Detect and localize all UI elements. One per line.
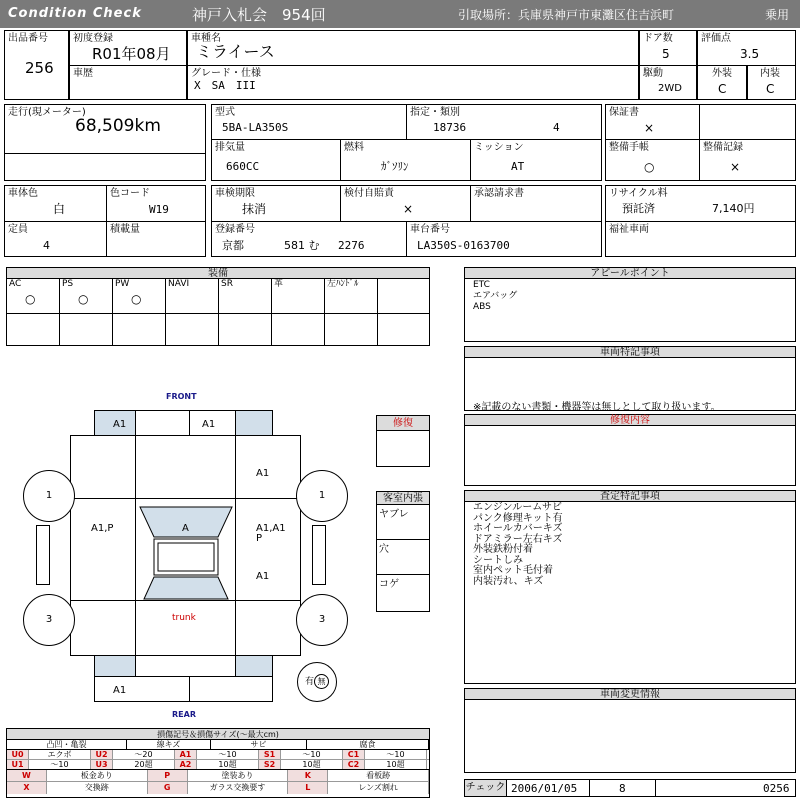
legend-code: C1	[343, 750, 365, 759]
load-cell: 積載量	[106, 221, 206, 257]
note-item: 室内ペット毛付着	[473, 565, 553, 576]
equipment-value: ○	[131, 292, 142, 306]
equipment-label: 左ﾊﾝﾄﾞﾙ	[327, 279, 359, 289]
recycle-cell: リサイクル料 預託済 7,140円	[605, 185, 796, 222]
appeal-item: ETC	[473, 280, 490, 290]
type-class: 4	[553, 121, 560, 134]
right-mirror	[312, 525, 326, 585]
lot-number: 256	[25, 59, 54, 77]
warranty-cell: 保証書 ×	[605, 104, 700, 140]
left-mirror	[36, 525, 50, 585]
check-row	[464, 779, 796, 797]
model-code: 5BA-LA350S	[222, 121, 289, 134]
special-header: 車両特記事項	[464, 346, 796, 358]
changes-header: 車両変更情報	[464, 688, 796, 700]
panel-rear-bumper-mid	[135, 655, 236, 677]
note-item: パンク修理キット有	[473, 512, 563, 524]
check-date: 2006/01/05	[511, 782, 578, 795]
legend-code: C2	[343, 760, 365, 769]
insurance-cell: 検付自賠責 ×	[340, 185, 471, 222]
chassis-number: LA350S-0163700	[417, 239, 510, 252]
front-label: FRONT	[166, 392, 197, 401]
trunk-label: trunk	[172, 613, 196, 623]
plate-region: 京都	[222, 239, 244, 252]
legend-code: U1	[7, 760, 29, 769]
auction-title: 神戸入札会 954回	[192, 6, 326, 24]
history-cell: 車歴	[69, 65, 187, 100]
warranty: ×	[644, 121, 655, 135]
appeal-list	[473, 280, 517, 313]
fuel: ｶﾞｿﾘﾝ	[381, 160, 409, 173]
recycle-status: 預託済	[622, 202, 655, 215]
score: 3.5	[740, 47, 760, 61]
tire-rear-left: 3	[23, 594, 75, 646]
equipment-col-SR	[218, 278, 272, 346]
panel-rear-bumper-right	[189, 676, 273, 702]
legend-code: A2	[175, 760, 197, 769]
body-color: 白	[53, 202, 66, 216]
welfare-cell: 福祉車両	[605, 221, 796, 257]
inspection-notes-list	[473, 503, 563, 587]
legend-desc: 10超	[365, 760, 427, 769]
legend-code: A1	[175, 750, 197, 759]
legend-group: 線キズ	[127, 740, 211, 749]
equipment-col-左ﾊﾝﾄﾞﾙ	[324, 278, 378, 346]
color-code: W19	[149, 203, 169, 216]
insurance: ×	[403, 202, 414, 216]
recycle-fee: 7,140円	[712, 202, 755, 215]
panel-right-doors: A1,A1 P A1	[235, 498, 301, 601]
appeal-item: エアバッグ	[473, 291, 518, 301]
grade-cell: グレード・仕様 X SA III	[187, 65, 639, 100]
legend-desc: 塗装あり	[188, 770, 289, 781]
appeal-header: アピールポイント	[464, 267, 796, 279]
panel-hood	[135, 435, 236, 499]
check-label: チェック	[465, 780, 507, 796]
exterior-grade: C	[718, 82, 727, 96]
spare-mark: 無	[314, 674, 329, 689]
legend-desc: 看板跡	[328, 770, 429, 781]
check-number: 8	[619, 782, 626, 795]
legend-code: U3	[91, 760, 113, 769]
colorcode-cell: 色コード W19	[106, 185, 206, 222]
windshield	[136, 499, 236, 600]
score-cell: 評価点 3.5	[697, 30, 796, 66]
equipment-label: NAVI	[168, 279, 190, 289]
color-cell: 車体色 白	[4, 185, 107, 222]
note-item: エンジンルームサビ	[473, 502, 563, 513]
legend-group: 腐食	[307, 740, 429, 749]
exterior-cell: 外装 C	[697, 65, 747, 100]
interior-grade: C	[766, 82, 775, 96]
warranty-blank	[699, 104, 796, 140]
inspection-cell: 車検期限 抹消	[211, 185, 341, 222]
header-bar	[0, 0, 800, 28]
check-code: 0256	[763, 782, 790, 795]
legend-desc: ガラス交換要す	[188, 782, 289, 794]
panel-right-rear	[235, 600, 301, 656]
legend-row	[7, 770, 429, 782]
legend-desc: 10超	[197, 760, 259, 769]
legend-group: サビ	[211, 740, 307, 749]
cabin-item: 穴	[377, 540, 429, 575]
brand-title: Condition Check	[8, 6, 142, 21]
firstreg-cell: 初度登録 R01年08月	[69, 30, 187, 66]
doors-cell: ドア数 5	[639, 30, 697, 66]
changes-box	[464, 699, 796, 773]
equipment-col-AC	[6, 278, 60, 346]
legend-code: P	[148, 770, 188, 781]
plate-cell: 登録番号 京都 581 む 2276	[211, 221, 407, 257]
chassis-cell: 車台番号 LA350S-0163700	[406, 221, 602, 257]
type-designation: 18736	[433, 121, 467, 134]
note-item: ドアミラー左右キズ	[473, 533, 563, 545]
interior-cell: 内装 C	[747, 65, 796, 100]
legend-code: L	[288, 782, 328, 794]
mileage: 68,509km	[75, 116, 161, 136]
legend-code: U0	[7, 750, 29, 759]
repair-box	[376, 415, 430, 467]
grade: X SA III	[194, 79, 256, 92]
legend-row	[7, 760, 429, 770]
equipment-label: SR	[221, 279, 233, 289]
legend-title: 損傷記号＆損傷サイズ(～最大cm)	[7, 729, 429, 740]
panel-trunk	[135, 600, 236, 656]
legend-code: S1	[259, 750, 281, 759]
panel-roof: A	[135, 498, 236, 601]
inspection-expiry: 抹消	[242, 202, 267, 216]
mission: AT	[511, 160, 525, 173]
panel-left-doors: A1,P	[70, 498, 136, 601]
legend-desc: ～10	[281, 750, 343, 759]
pickup-location: 引取場所：兵庫県神戸市東灘区住吉浜町	[458, 8, 675, 22]
service-record: ×	[730, 160, 741, 174]
panel-left-front-wing	[70, 435, 136, 499]
tire-rear-right: 3	[296, 594, 348, 646]
special-box	[464, 357, 796, 411]
panel-front-bumper-right-corner	[235, 410, 273, 436]
legend-desc: ～20	[113, 750, 175, 759]
car-diagram	[20, 388, 360, 723]
service-manual: ○	[644, 160, 655, 174]
note-item: 外装鉄粉付着	[473, 544, 533, 555]
drive-cell: 駆動 2WD	[639, 65, 697, 100]
first-registration: R01年08月	[92, 45, 171, 63]
panel-left-rear	[70, 600, 136, 656]
legend-desc: ～10	[365, 750, 427, 759]
note-item: シートしみ	[473, 554, 523, 566]
mileage-cell: 走行(現メーター) 68,509km	[4, 104, 206, 154]
mission-cell: ミッション AT	[470, 139, 602, 181]
legend-desc: 20超	[113, 760, 175, 769]
rear-label: REAR	[172, 710, 196, 719]
equipment-col-NAVI	[165, 278, 219, 346]
panel-right-front-wing: A1	[235, 435, 301, 499]
name-cell: 車種名 ミライース	[187, 30, 639, 66]
fuel-cell: 燃料 ｶﾞｿﾘﾝ	[340, 139, 471, 181]
cabin-box	[376, 491, 430, 612]
record-cell: 整備記録 ×	[699, 139, 796, 181]
lot-cell: 出品番号 256	[4, 30, 69, 100]
legend-desc: ～10	[197, 750, 259, 759]
legend-code: S2	[259, 760, 281, 769]
cabin-item: ヤブレ	[377, 505, 429, 540]
legend-desc: 板金あり	[47, 770, 148, 781]
repair-title: 修復	[377, 416, 429, 431]
type-cell: 指定・類別 18736 4	[406, 104, 602, 140]
appeal-item: ABS	[473, 302, 491, 312]
drive: 2WD	[658, 83, 682, 94]
panel-front-bumper-right: A1	[189, 410, 273, 436]
doors: 5	[662, 47, 670, 61]
note-item: 内装汚れ、キズ	[473, 575, 544, 587]
legend-groups	[7, 740, 429, 750]
spare-tire: 有 無	[297, 662, 337, 702]
repair-detail-box	[464, 425, 796, 486]
repair-detail-header: 修復内容	[464, 414, 796, 426]
model-cell: 型式 5BA-LA350S	[211, 104, 407, 140]
tire-front-right: 1	[296, 470, 348, 522]
displacement: 660CC	[226, 160, 260, 173]
appeal-box	[464, 278, 796, 342]
legend-code: X	[7, 782, 47, 794]
equipment-col-PW	[112, 278, 166, 346]
panel-front-bumper-left: A1	[94, 410, 190, 436]
note-item: ホイールカバーキズ	[473, 523, 563, 534]
panel-rear-bumper-right-corner	[235, 655, 273, 677]
cabin-title: 客室内張	[377, 492, 429, 505]
legend-desc: エクボ	[29, 750, 91, 759]
legend-row	[7, 750, 429, 760]
displacement-cell: 排気量 660CC	[211, 139, 341, 181]
equipment-col-PS	[59, 278, 113, 346]
legend-group: 凸凹・亀裂	[7, 740, 127, 749]
equipment-value: ○	[78, 292, 89, 306]
legend-row	[7, 782, 429, 794]
damage-legend	[6, 728, 430, 798]
manual-cell: 整備手帳 ○	[605, 139, 700, 181]
capacity-cell: 定員 4	[4, 221, 107, 257]
equipment-value: ○	[25, 292, 36, 306]
special-note: ※記載のない書類・機器等は無しとして取り扱います。	[473, 402, 721, 413]
equipment-label: 革	[274, 279, 284, 289]
equipment-col-革	[271, 278, 325, 346]
divider	[655, 780, 656, 796]
equipment-header: 装備	[6, 267, 430, 279]
divider	[589, 780, 590, 796]
panel-rear-bumper-left-corner	[94, 655, 136, 677]
legend-desc: 交換跡	[47, 782, 148, 794]
plate-number: 2276	[338, 239, 365, 252]
inspection-notes-header: 査定特記事項	[464, 490, 796, 502]
inspection-notes-box	[464, 501, 796, 684]
equipment-label: PS	[62, 279, 74, 289]
legend-code: K	[288, 770, 328, 781]
plate-class: 581 む	[284, 239, 320, 252]
mileage-sub	[4, 153, 206, 181]
equipment-label: AC	[9, 279, 22, 289]
legend-code: G	[148, 782, 188, 794]
transfer-cell: 承認請求書	[470, 185, 602, 222]
legend-code: W	[7, 770, 47, 781]
capacity: 4	[43, 239, 50, 252]
equipment-label: PW	[115, 279, 130, 289]
cabin-item: コゲ	[379, 579, 399, 590]
legend-desc: ～10	[29, 760, 91, 769]
legend-code: U2	[91, 750, 113, 759]
legend-desc: 10超	[281, 760, 343, 769]
panel-rear-bumper: A1	[94, 676, 190, 702]
usage-label: 乗用	[765, 8, 790, 22]
tire-front-left: 1	[23, 470, 75, 522]
car-name: ミライース	[196, 42, 275, 61]
legend-desc: レンズ割れ	[328, 782, 429, 794]
